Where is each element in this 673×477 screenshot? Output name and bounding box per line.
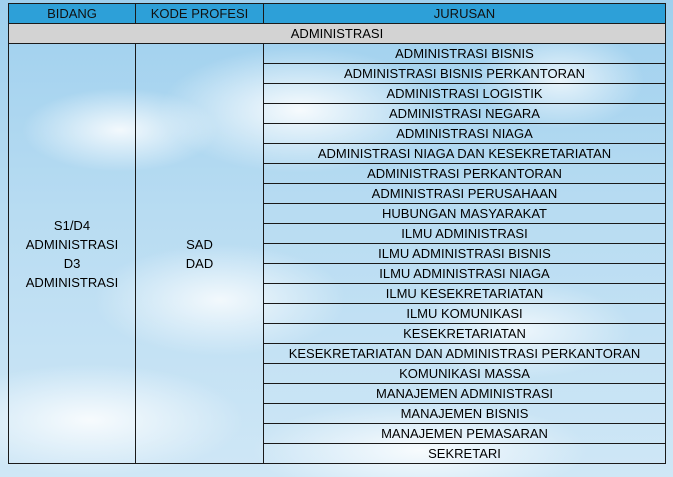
header-kode-profesi: KODE PROFESI bbox=[136, 4, 264, 24]
jurusan-cell: ILMU KESEKRETARIATAN bbox=[264, 284, 666, 304]
kode-profesi-cell bbox=[136, 44, 264, 464]
jurusan-cell: ADMINISTRASI NIAGA DAN KESEKRETARIATAN bbox=[264, 144, 666, 164]
jurusan-cell: ADMINISTRASI LOGISTIK bbox=[264, 84, 666, 104]
bidang-line: ADMINISTRASI bbox=[25, 236, 119, 252]
jurusan-cell: ILMU KOMUNIKASI bbox=[264, 304, 666, 324]
jurusan-cell: ILMU ADMINISTRASI NIAGA bbox=[264, 264, 666, 284]
header-jurusan: JURUSAN bbox=[264, 4, 666, 24]
jurusan-cell: HUBUNGAN MASYARAKAT bbox=[264, 204, 666, 224]
bidang-line: ADMINISTRASI bbox=[25, 274, 119, 290]
jurusan-cell: ILMU ADMINISTRASI BISNIS bbox=[264, 244, 666, 264]
kode-line: DAD bbox=[185, 255, 214, 271]
jurusan-cell: ADMINISTRASI BISNIS bbox=[264, 44, 666, 64]
bidang-cell bbox=[9, 44, 136, 464]
bidang-line: D3 bbox=[63, 255, 81, 271]
section-row bbox=[9, 24, 666, 44]
jurusan-cell: ADMINISTRASI NIAGA bbox=[264, 124, 666, 144]
jurusan-cell: ADMINISTRASI PERKANTORAN bbox=[264, 164, 666, 184]
jurusan-cell: ADMINISTRASI NEGARA bbox=[264, 104, 666, 124]
section-title: ADMINISTRASI bbox=[9, 24, 666, 44]
jurusan-cell: KESEKRETARIATAN DAN ADMINISTRASI PERKANTORAN bbox=[264, 344, 666, 364]
jurusan-cell: KOMUNIKASI MASSA bbox=[264, 364, 666, 384]
jurusan-cell: MANAJEMEN BISNIS bbox=[264, 404, 666, 424]
kode-line: SAD bbox=[186, 236, 213, 252]
jurusan-cell: ILMU ADMINISTRASI bbox=[264, 224, 666, 244]
jurusan-cell: MANAJEMEN ADMINISTRASI bbox=[264, 384, 666, 404]
table-header-row bbox=[9, 4, 666, 24]
jurusan-cell: SEKRETARI bbox=[264, 444, 666, 464]
header-bidang: BIDANG bbox=[9, 4, 136, 24]
jurusan-cell: KESEKRETARIATAN bbox=[264, 324, 666, 344]
table-row bbox=[9, 44, 666, 64]
bidang-line: S1/D4 bbox=[53, 217, 91, 233]
jurusan-cell: ADMINISTRASI PERUSAHAAN bbox=[264, 184, 666, 204]
jurusan-cell: MANAJEMEN PEMASARAN bbox=[264, 424, 666, 444]
jurusan-table bbox=[8, 3, 666, 464]
jurusan-cell: ADMINISTRASI BISNIS PERKANTORAN bbox=[264, 64, 666, 84]
